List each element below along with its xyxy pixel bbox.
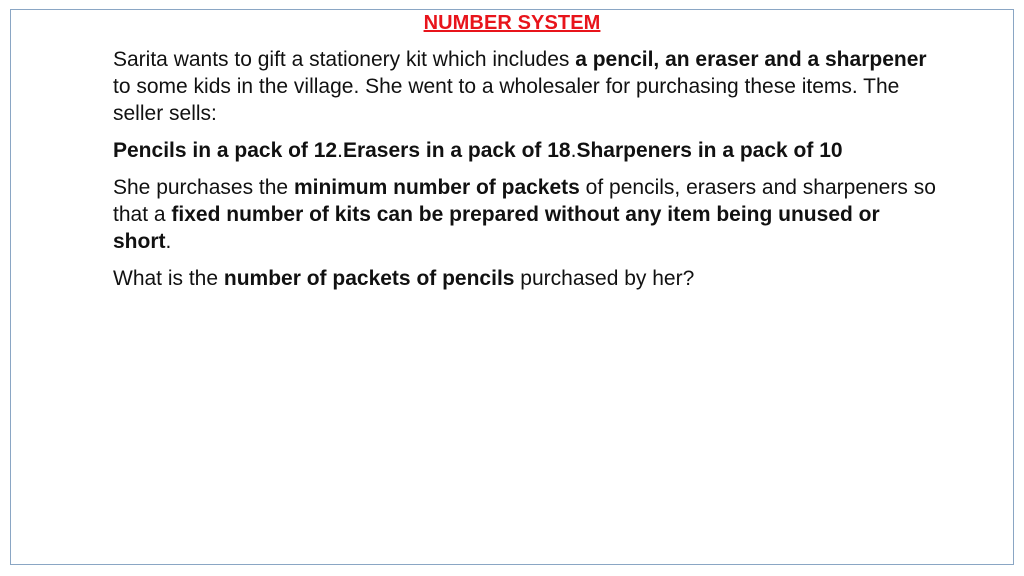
question-text-2: purchased by her? xyxy=(514,267,695,290)
intro-bold-items: a pencil, an eraser and a sharpener xyxy=(575,48,927,71)
condition-paragraph xyxy=(113,174,943,255)
intro-paragraph xyxy=(113,46,943,127)
eraser-pack: Erasers in a pack of 18 xyxy=(342,139,571,162)
sharpener-pack: Sharpeners in a pack of 10 xyxy=(576,139,843,162)
pack-sizes-paragraph xyxy=(113,137,943,164)
intro-text-2: to some kids in the village. She went to a wholesaler for purchasing these items. The seller sells: xyxy=(113,75,900,125)
pencil-pack: Pencils in a pack of 12 xyxy=(113,139,338,162)
separator-2: . xyxy=(570,139,577,162)
question-text-1: What is the xyxy=(113,267,224,290)
question-bold: number of packets of pencils xyxy=(223,267,515,290)
condition-text-2: of pencils, erasers and sharpeners so that a xyxy=(113,176,936,226)
question-body xyxy=(113,46,943,302)
slide-frame xyxy=(10,9,1014,565)
condition-text-1: She purchases the xyxy=(113,176,294,199)
condition-bold-1: minimum number of packets xyxy=(293,176,580,199)
slide-title: NUMBER SYSTEM xyxy=(423,12,601,34)
condition-text-3: . xyxy=(165,230,172,253)
intro-text-1: Sarita wants to gift a stationery kit which includes xyxy=(113,48,576,71)
question-paragraph xyxy=(113,265,943,292)
condition-bold-2: fixed number of kits can be prepared without any item being unused or short xyxy=(113,203,880,253)
separator-1: . xyxy=(337,139,343,162)
